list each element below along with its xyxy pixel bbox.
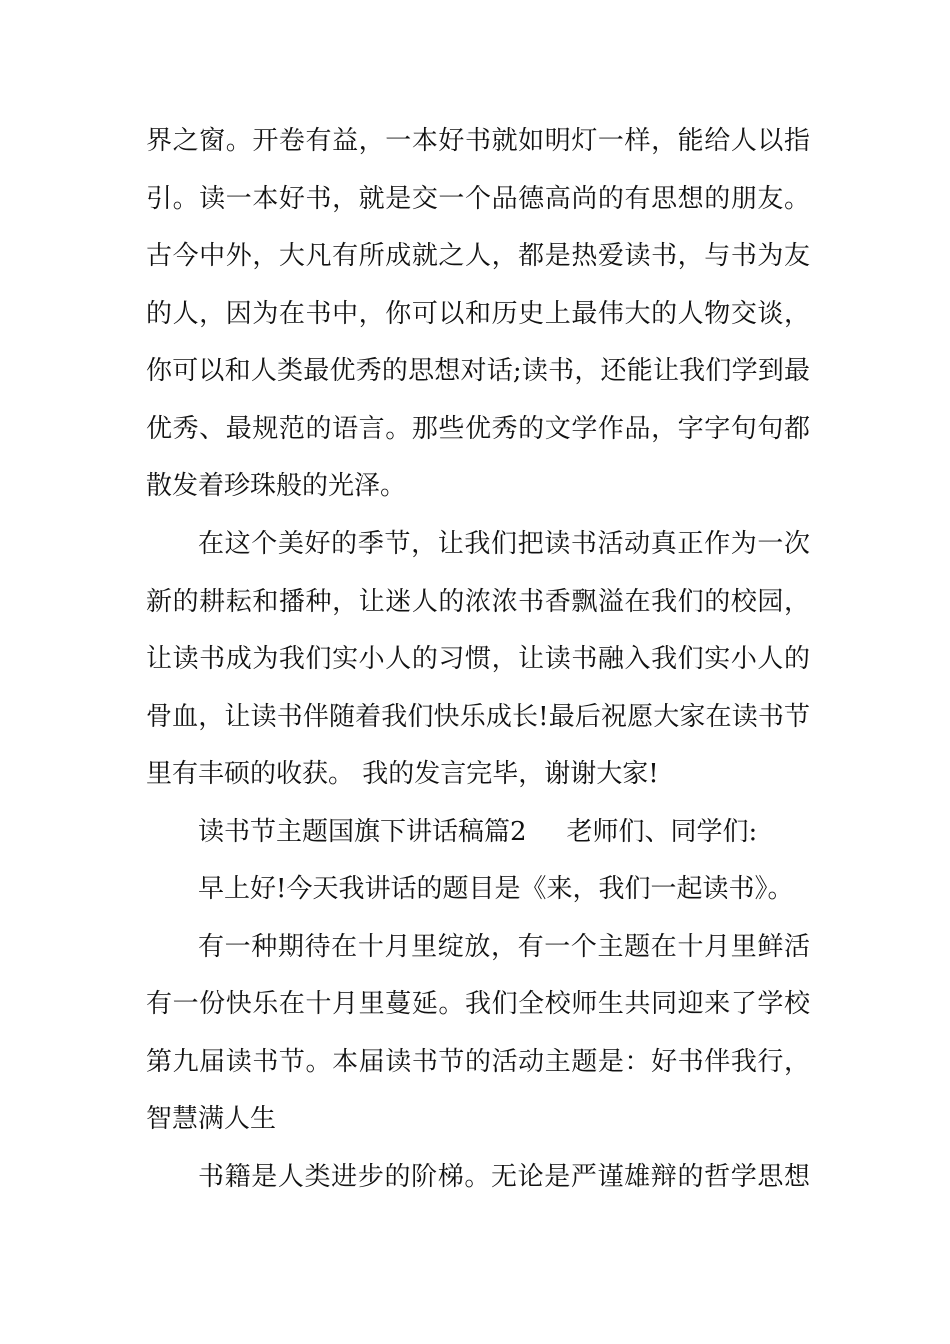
text-line: 第九届读书节。本届读书节的活动主题是：好书伴我行， [146, 1046, 810, 1077]
text-line: 智慧满人生 [146, 1104, 277, 1134]
text-line: 引。读一本好书，就是交一个品德高尚的有思想的朋友。 [146, 183, 810, 214]
speech-text [146, 119, 810, 1213]
section-heading-line [146, 810, 810, 868]
paragraph-first-line: 早上好!今天我讲话的题目是《来，我们一起读书》。 [198, 874, 794, 904]
text-line: 古今中外，大凡有所成就之人，都是热爱读书，与书为友 [146, 241, 810, 271]
text-line: 的人，因为在书中，你可以和历史上最伟大的人物交谈， [146, 298, 810, 329]
text-line: 骨血，让读书伴随着我们快乐成长!最后祝愿大家在读书节 [146, 701, 810, 732]
paragraph-first-line: 书籍是人类进步的阶梯。无论是严谨雄辩的哲学思想 [198, 1162, 810, 1192]
text-line: 优秀、最规范的语言。那些优秀的文学作品，字字句句都 [146, 413, 810, 444]
section-heading: 读书节主题国旗下讲话稿篇2 [198, 816, 527, 847]
paragraph-first-line: 在这个美好的季节，让我们把读书活动真正作为一次 [198, 529, 810, 559]
text-line: 新的耕耘和播种，让迷人的浓浓书香飘溢在我们的校园， [146, 586, 810, 617]
salutation: 老师们、同学们: [566, 816, 758, 847]
text-line: 界之窗。开卷有益，一本好书就如明灯一样，能给人以指 [146, 126, 810, 156]
paragraph-first-line: 有一种期待在十月里绽放，有一个主题在十月里鲜活 [198, 931, 810, 962]
text-line: 里有丰硕的收获。 我的发言完毕，谢谢大家! [146, 759, 659, 789]
text-line: 有一份快乐在十月里蔓延。我们全校师生共同迎来了学校 [146, 989, 810, 1019]
text-line: 让读书成为我们实小人的习惯，让读书融入我们实小人的 [146, 644, 810, 674]
text-line: 你可以和人类最优秀的思想对话;读书，还能让我们学到最 [146, 356, 810, 386]
text-line: 散发着珍珠般的光泽。 [146, 471, 407, 501]
